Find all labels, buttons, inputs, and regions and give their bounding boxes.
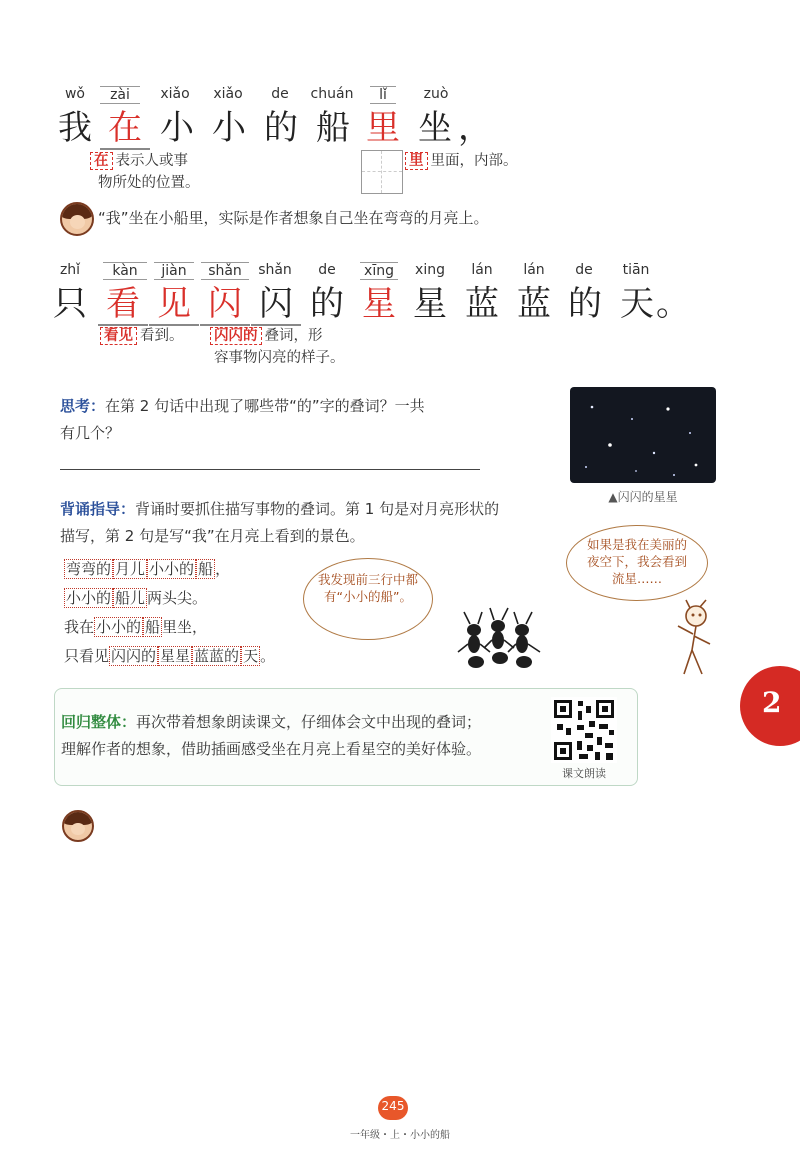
hanzi: 蓝	[517, 284, 551, 324]
poem-word: 蓝蓝的	[194, 647, 240, 665]
review-line: 再次带着想象朗读课文，仔细体会文中出现的叠词；	[136, 713, 482, 731]
pinyin: shǎn	[201, 262, 249, 280]
bubble-text: 我发现前三行中都有“小小的船”。	[317, 572, 418, 604]
tip-text: “我”坐在小船里，实际是作者想象自己坐在弯弯的月亮上。	[98, 209, 489, 227]
poem-word: 小小的	[149, 560, 195, 578]
cartoon-character-illustration	[662, 598, 720, 682]
punctuation: ，	[458, 108, 492, 148]
hanzi: 只	[53, 284, 87, 324]
line2-hanzi	[0, 284, 800, 328]
note-text: 容事物闪亮的样子。	[214, 350, 345, 366]
note-tag: 在	[90, 152, 113, 170]
qr-code-icon[interactable]	[551, 697, 617, 763]
line1-hanzi	[0, 108, 800, 152]
pinyin: lǐ	[370, 86, 396, 104]
note-tag: 里	[405, 152, 428, 170]
recite-section	[60, 496, 560, 550]
review-line: 理解作者的想象，借助插画感受坐在月亮上看星空的美好体验。	[61, 740, 482, 758]
poem-word: 弯弯的	[66, 560, 112, 578]
hanzi-highlight: 在	[100, 108, 150, 150]
pinyin: zuò	[423, 86, 449, 102]
poem	[64, 555, 344, 671]
poem-word: 月儿	[115, 560, 146, 578]
think-label: 思考：	[60, 397, 106, 415]
line1-pinyin	[0, 86, 800, 108]
review-label: 回归整体：	[61, 713, 137, 731]
note-text: 物所处的位置。	[98, 175, 200, 191]
poem-word: 船儿	[115, 589, 146, 607]
pinyin: xiǎo	[160, 86, 190, 102]
pinyin: xīng	[360, 262, 398, 280]
pinyin: zài	[100, 86, 140, 104]
recite-label: 背诵指导：	[60, 500, 136, 518]
pinyin: shǎn	[258, 262, 292, 278]
ant-speech-bubble	[303, 558, 433, 640]
think-section	[60, 393, 540, 447]
hanzi-highlight: 见	[149, 284, 199, 326]
poem-word: 小小的	[96, 618, 142, 636]
note-text: 看到。	[140, 328, 184, 344]
answer-line[interactable]	[60, 469, 480, 470]
think-text: 在第 2 句话中出现了哪些带“的”字的叠词？一共	[105, 397, 425, 415]
writing-grid	[361, 150, 403, 194]
hanzi: 我	[58, 108, 92, 148]
hanzi: 闪	[251, 284, 301, 326]
poem-word: 船	[145, 618, 161, 636]
pinyin: wǒ	[64, 86, 85, 102]
poem-punct: ，	[215, 560, 231, 578]
pinyin: kàn	[103, 262, 147, 280]
hanzi-highlight: 看	[98, 284, 148, 326]
note-li	[405, 150, 605, 172]
girl-avatar-icon	[62, 810, 94, 842]
poem-word: 船	[198, 560, 214, 578]
note-shanshan	[210, 325, 410, 369]
hanzi: 天	[620, 284, 654, 324]
hanzi: 的	[568, 284, 602, 324]
poem-line	[64, 555, 344, 584]
page-number-badge	[378, 1096, 408, 1120]
hanzi-highlight: 里	[366, 108, 400, 148]
poem-word: 两头尖	[147, 589, 193, 607]
poem-punct: 。	[192, 589, 208, 607]
pinyin: tiān	[622, 262, 650, 278]
hanzi-highlight: 闪	[200, 284, 250, 326]
hanzi: 坐	[418, 108, 452, 148]
bubble-text: 如果是我在美丽的夜空下，我会看到流星……	[586, 537, 687, 586]
poem-word: 天	[243, 647, 259, 665]
note-zai	[90, 150, 270, 194]
note-text: 里面，内部。	[430, 153, 518, 169]
review-text	[61, 709, 531, 763]
poem-word: 我在	[64, 618, 95, 636]
note-tag: 看见	[100, 327, 137, 345]
poem-word: 只看见	[64, 647, 110, 665]
pinyin: xiǎo	[213, 86, 243, 102]
grid-line	[362, 171, 402, 172]
poem-word: 闪闪的	[111, 647, 157, 665]
starry-sky-photo	[570, 387, 716, 483]
page-number: 245	[381, 1099, 405, 1113]
pinyin: de	[575, 262, 593, 278]
hanzi: 的	[310, 284, 344, 324]
pinyin: lán	[471, 262, 493, 278]
pinyin: chuán	[310, 86, 354, 102]
poem-line	[64, 613, 344, 642]
poem-punct: 。	[260, 647, 276, 665]
review-box	[54, 688, 638, 786]
poem-line	[64, 584, 344, 613]
hanzi: 的	[264, 108, 298, 148]
pinyin: jiàn	[154, 262, 194, 280]
pinyin: xing	[415, 262, 445, 278]
line2-pinyin	[0, 262, 800, 284]
poem-line	[64, 642, 344, 671]
punctuation: 。	[656, 284, 690, 324]
grid-line	[381, 151, 382, 193]
pinyin: de	[318, 262, 336, 278]
right-speech-bubble	[566, 525, 708, 601]
note-text: 表示人或事	[115, 153, 188, 169]
photo-caption: ▲闪闪的星星	[608, 490, 678, 504]
ants-illustration	[452, 600, 544, 672]
note-kanjian	[100, 325, 220, 347]
hanzi: 小	[212, 108, 246, 148]
hanzi: 小	[160, 108, 194, 148]
pinyin: lán	[523, 262, 545, 278]
note-text: 叠词，形	[264, 328, 323, 344]
pinyin: zhǐ	[59, 262, 81, 278]
poem-word: 小小的	[66, 589, 112, 607]
recite-text: 背诵时要抓住描写事物的叠词。第 1 句是对月亮形状的	[135, 500, 500, 518]
chapter-tab[interactable]	[740, 666, 800, 746]
pinyin: de	[271, 86, 289, 102]
note-tag: 闪闪的	[210, 327, 262, 345]
stars	[570, 387, 716, 483]
hanzi: 船	[316, 108, 350, 148]
hanzi: 蓝	[465, 284, 499, 324]
think-text: 有几个？	[60, 424, 121, 442]
chapter-number: 2	[762, 686, 782, 719]
girl-avatar-icon	[60, 202, 94, 236]
hanzi: 星	[413, 284, 447, 324]
hanzi-highlight: 星	[362, 284, 396, 324]
footer-text: 一年级・上・小小的船	[350, 1130, 450, 1141]
recite-text: 描写，第 2 句是写“我”在月亮上看到的景色。	[60, 527, 365, 545]
poem-word: 里坐，	[162, 618, 208, 636]
qr-caption: 课文朗读	[562, 767, 606, 780]
poem-word: 星星	[160, 647, 191, 665]
